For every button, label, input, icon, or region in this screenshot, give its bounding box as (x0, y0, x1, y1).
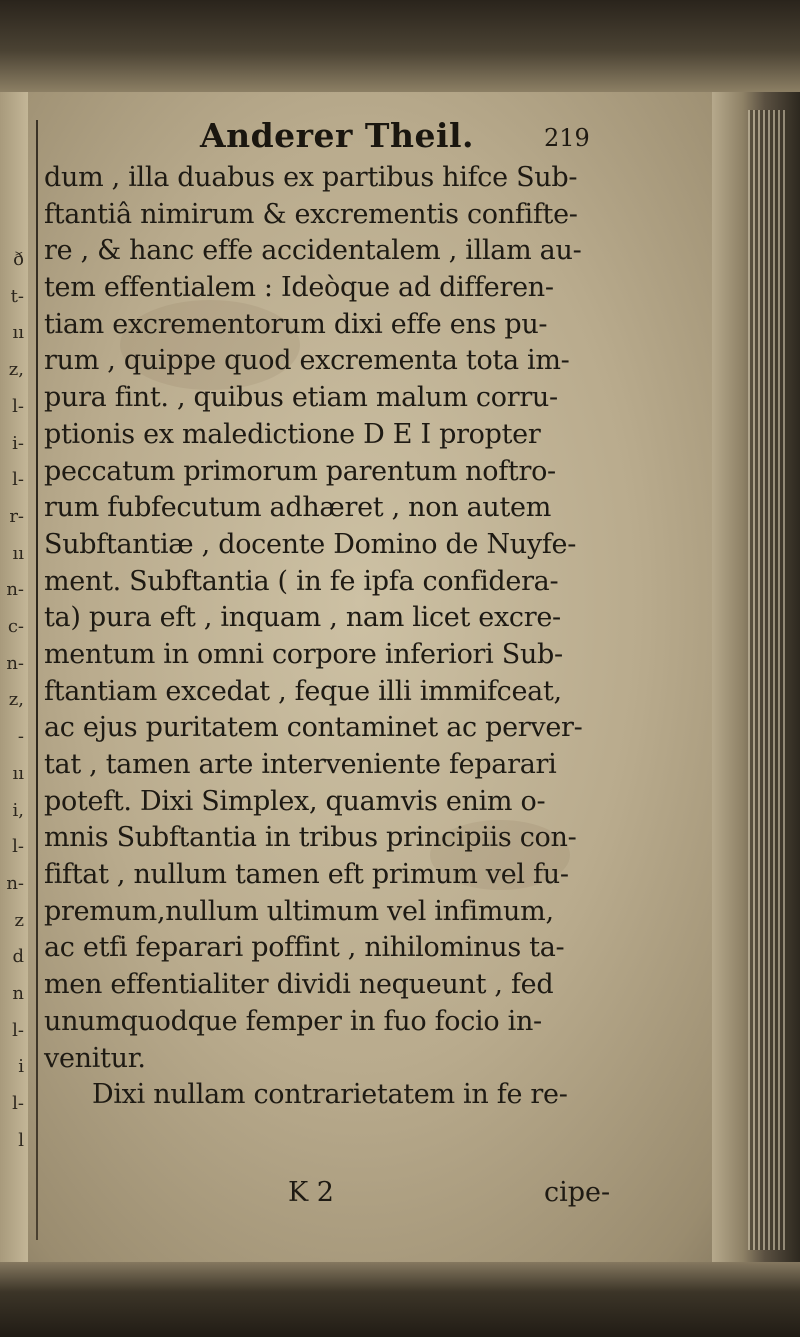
facing-page-fragment: l (18, 1129, 24, 1151)
facing-page-fragment: i (18, 1056, 24, 1078)
top-book-edge (0, 0, 800, 92)
facing-page-fragment: z (14, 909, 24, 931)
facing-page-fragment: ð (13, 249, 24, 270)
facing-page-fragment: n- (6, 652, 24, 674)
facing-page-fragment: i- (12, 432, 24, 454)
facing-page-fragment: r- (9, 505, 24, 527)
facing-page-fragment: z, (8, 689, 24, 711)
facing-page-fragment: n- (6, 579, 24, 601)
running-head-title: Anderer Theil. (200, 116, 475, 155)
catchword: cipe- (544, 1177, 611, 1208)
bottom-book-edge (0, 1262, 800, 1337)
text-page (44, 110, 704, 1260)
text-line: dum , illa duabus ex partibus hifce Sub- (44, 162, 578, 193)
text-line: ptionis ex maledictione D E I propter (44, 418, 541, 450)
page-number: 219 (544, 124, 590, 152)
facing-page-fragment: - (17, 726, 24, 748)
margin-rule (36, 120, 38, 1240)
text-line: mentum in omni corpore inferiori Sub- (44, 638, 563, 670)
text-line: ta) pura eft , inquam , nam licet excre- (44, 602, 561, 634)
text-line: venitur. (44, 1042, 146, 1074)
text-line: ment. Subftantia ( in fe ipfa confidera- (44, 565, 559, 597)
facing-page-fragment: l- (12, 395, 24, 417)
text-line: ftantiâ nimirum & excrementis confifte- (44, 198, 578, 230)
text-line: tiam excrementorum dixi effe ens pu- (44, 308, 548, 340)
facing-page-fragment: ıı (12, 762, 24, 784)
text-line: peccatum primorum parentum noftro- (44, 455, 556, 487)
text-line: pura fint. , quibus etiam malum corru- (44, 382, 558, 414)
left-gutter (0, 92, 28, 1262)
facing-page-fragment: l- (12, 836, 24, 858)
text-line: Subftantiæ , docente Domino de Nuyfe- (44, 528, 577, 560)
facing-page-fragments (0, 242, 24, 1160)
facing-page-fragment: n- (6, 872, 24, 894)
text-line: premum,nullum ultimum vel infimum, (44, 895, 554, 927)
text-line: ac etfi feparari poffint , nihilominus ta- (44, 932, 565, 964)
text-line: poteft. Dixi Simplex, quamvis enim o- (44, 785, 546, 817)
facing-page-fragment: ıı (12, 322, 24, 344)
text-line: ftantiam excedat , feque illi immifceat, (44, 675, 562, 707)
facing-page-fragment: ıı (12, 542, 24, 564)
facing-page-fragment: l- (12, 469, 24, 491)
body-text (44, 160, 704, 1114)
text-line: re , & hanc effe accidentalem , illam au- (44, 235, 582, 267)
text-line: rum fubfecutum adhæret , non autem (44, 492, 552, 524)
signature-mark: K 2 (288, 1177, 334, 1208)
text-line: rum , quippe quod excrementa tota im- (44, 345, 570, 377)
text-line: tem effentialem : Ideòque ad differen- (44, 272, 554, 304)
facing-page-fragment: z, (8, 359, 24, 381)
text-line: men effentialiter dividi nequeunt , fed (44, 969, 554, 1001)
text-line: ac ejus puritatem contaminet ac perver- (44, 712, 583, 744)
text-line-paragraph-start: Dixi nullam contrarietatem in fe re- (92, 1079, 568, 1111)
facing-page-fragment: d (12, 946, 24, 968)
page-edges-stripes (748, 110, 788, 1250)
running-head (44, 110, 704, 155)
text-line: fiftat , nullum tamen eft primum vel fu- (44, 859, 569, 891)
text-line: mnis Subftantia in tribus principiis con- (44, 822, 577, 854)
text-line: tat , tamen arte interveniente feparari (44, 749, 557, 780)
text-line: unumquodque femper in fuo focio in- (44, 1005, 542, 1037)
facing-page-fragment: l- (12, 1019, 24, 1041)
page-footer (44, 1177, 704, 1217)
facing-page-fragment: n (12, 983, 24, 1005)
facing-page-fragment: l- (12, 1093, 24, 1115)
facing-page-fragment: i, (12, 799, 24, 821)
facing-page-fragment: t- (10, 285, 24, 307)
facing-page-fragment: c- (7, 616, 24, 638)
